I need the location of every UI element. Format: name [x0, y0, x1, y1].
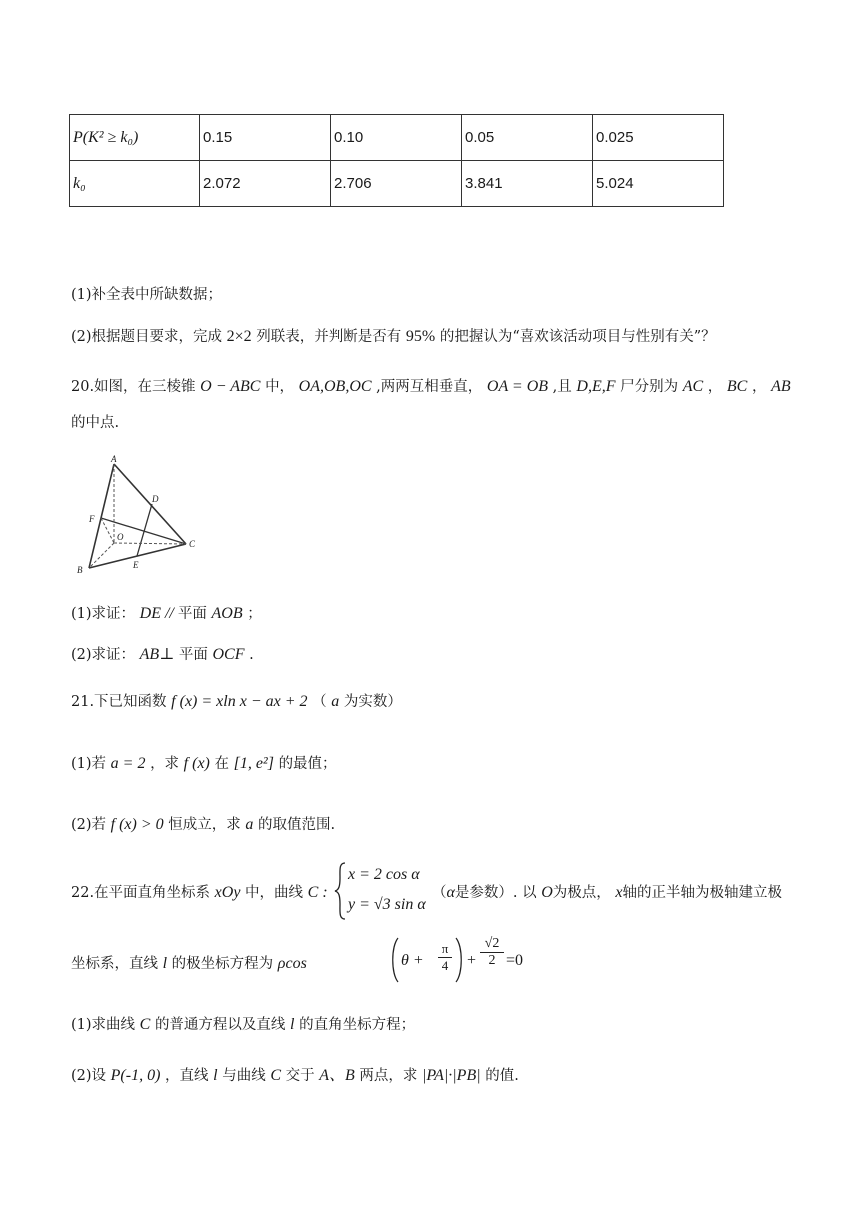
theta-term: [401, 952, 424, 970]
text: ,且: [552, 379, 572, 395]
math: θ +: [401, 952, 424, 969]
text: ，: [751, 379, 767, 395]
text: (1)补全表中所缺数据；: [71, 287, 223, 303]
q21-part1: [71, 752, 337, 773]
text: 坐标系，直线: [71, 956, 158, 972]
math: f (x) = xln x − ax + 2: [171, 693, 308, 710]
q22-stem-line1-right: [432, 881, 782, 902]
text: （: [312, 694, 327, 710]
math: =0: [506, 952, 524, 969]
math: f (x) > 0: [110, 816, 164, 833]
label-e: E: [133, 560, 139, 570]
q22-part1: [71, 1013, 415, 1034]
q21-stem: [71, 690, 402, 711]
text: (2)根据题目要求，完成: [71, 329, 223, 345]
table-cell: 0.10: [331, 115, 462, 161]
q19-part1: [71, 283, 222, 304]
math: f (x): [183, 755, 210, 772]
left-paren-icon: [389, 937, 399, 983]
math: +: [467, 952, 477, 969]
math: l: [290, 1016, 295, 1033]
text: 的直角坐标方程；: [299, 1017, 416, 1033]
text: 平面: [178, 647, 208, 663]
label-d: D: [152, 494, 159, 504]
table-row: [70, 115, 724, 161]
text: 的中点.: [71, 415, 120, 431]
math: D,E,F: [576, 378, 616, 395]
text: 尸分别为: [620, 379, 679, 395]
q20-stem-line2: [71, 411, 119, 432]
q20-stem-line1: [71, 375, 791, 396]
math: O − ABC: [200, 378, 261, 395]
label-b: B: [77, 565, 83, 575]
text: ，: [707, 379, 723, 395]
q21-part2: [71, 813, 335, 834]
math: xOy: [214, 884, 241, 901]
math: ρcos: [277, 955, 307, 972]
math: |PA|·|PB|: [421, 1067, 481, 1084]
text: 两点，求: [359, 1068, 418, 1084]
math: OA,OB,OC: [298, 378, 372, 395]
text: 的值.: [485, 1068, 519, 1084]
q19-part2: [71, 325, 716, 346]
text: ；: [247, 606, 262, 622]
text: 轴的正半轴为极轴建立极: [622, 885, 783, 901]
text: 交于: [285, 1068, 315, 1084]
math: a: [245, 816, 254, 833]
table-header-cell: P(K² ≥ k₀): [70, 115, 200, 161]
table-cell: 2.706: [331, 161, 462, 207]
sqrt2-over-two: [480, 936, 504, 969]
math: l: [162, 955, 168, 972]
q22-stem-line2: [71, 952, 307, 973]
text: 的把握认为“喜欢该活动项目与性别有关”？: [439, 329, 716, 345]
math: 2×2: [226, 328, 252, 345]
tetrahedron-figure: [74, 452, 204, 576]
q22-part2: [71, 1062, 519, 1085]
equation-x: x = 2 cos α: [348, 866, 420, 883]
math: C: [270, 1067, 281, 1084]
text: 为极点，: [552, 885, 611, 901]
text: 列联表，并判断是否有: [256, 329, 402, 345]
denominator: 2: [480, 952, 504, 969]
text: 中，: [265, 379, 295, 395]
math: [1, e²]: [233, 755, 274, 772]
text: ，求: [150, 756, 180, 772]
text: 的极坐标方程为: [171, 956, 274, 972]
text: (1)若: [71, 756, 107, 772]
pi-over-four: [438, 941, 452, 974]
math: a: [331, 693, 340, 710]
math: a = 2: [110, 755, 146, 772]
text: 平面: [177, 606, 207, 622]
text: 是参数）. 以: [454, 885, 537, 901]
label-c: C: [189, 539, 196, 549]
text: 22.在平面直角坐标系: [71, 885, 211, 901]
q20-part2: [71, 643, 254, 664]
math: AB⊥: [139, 646, 175, 663]
text: 与曲线: [222, 1068, 266, 1084]
text: （: [432, 885, 447, 901]
table-header-cell: k₀: [70, 161, 200, 207]
table-row: [70, 161, 724, 207]
table-cell: 0.05: [462, 115, 593, 161]
math: O: [541, 884, 553, 901]
math: AOB: [211, 605, 243, 622]
math: OCF: [212, 646, 245, 663]
math: x: [615, 884, 623, 901]
math: α: [446, 884, 455, 901]
text: (2)求证：: [71, 647, 136, 663]
text: 20.如图，在三棱锥: [71, 379, 196, 395]
numerator: π: [441, 941, 449, 956]
text: 的最值；: [278, 756, 337, 772]
table-cell: 0.15: [200, 115, 331, 161]
math: AC: [682, 378, 704, 395]
text: 21.下已知函数: [71, 694, 167, 710]
math: l: [213, 1067, 218, 1084]
q20-part1: [71, 602, 262, 623]
text: .: [249, 647, 254, 663]
math: C :: [307, 884, 328, 901]
text: 恒成立，求: [168, 817, 241, 833]
text: 的普通方程以及直线: [154, 1017, 286, 1033]
text: (2)若: [71, 817, 107, 833]
equals-zero: [506, 952, 523, 970]
math: P(-1, 0): [110, 1067, 161, 1084]
table-cell: 5.024: [593, 161, 724, 207]
table-cell: 2.072: [200, 161, 331, 207]
math: C: [139, 1016, 151, 1033]
text: 的取值范围.: [257, 817, 336, 833]
math: A、B: [319, 1067, 355, 1084]
text: 中，曲线: [245, 885, 304, 901]
text: ，直线: [165, 1068, 209, 1084]
label-f: F: [89, 514, 95, 524]
q22-stem-line1-left: [71, 881, 328, 902]
text: 为实数）: [343, 694, 402, 710]
right-paren-icon: [455, 937, 465, 983]
text: (1)求曲线: [71, 1017, 136, 1033]
label-a: A: [111, 454, 117, 464]
equation-y: y = √3 sin α: [348, 896, 426, 913]
text: (1)求证：: [71, 606, 136, 622]
text: (2)设: [71, 1068, 107, 1084]
math: BC: [726, 378, 748, 395]
denominator: 4: [438, 957, 452, 974]
text: 在: [214, 756, 229, 772]
table-cell: 3.841: [462, 161, 593, 207]
table-cell: 0.025: [593, 115, 724, 161]
math: OA = OB: [486, 378, 549, 395]
math: AB: [771, 378, 791, 395]
math: 95%: [405, 328, 436, 345]
brace-icon: [334, 862, 346, 920]
plus-sign: [467, 952, 476, 970]
numerator: √2: [484, 936, 500, 951]
label-o: O: [117, 532, 124, 542]
math: DE //: [139, 605, 178, 622]
critical-value-table: [69, 114, 724, 207]
text: ,两两互相垂直，: [376, 379, 483, 395]
